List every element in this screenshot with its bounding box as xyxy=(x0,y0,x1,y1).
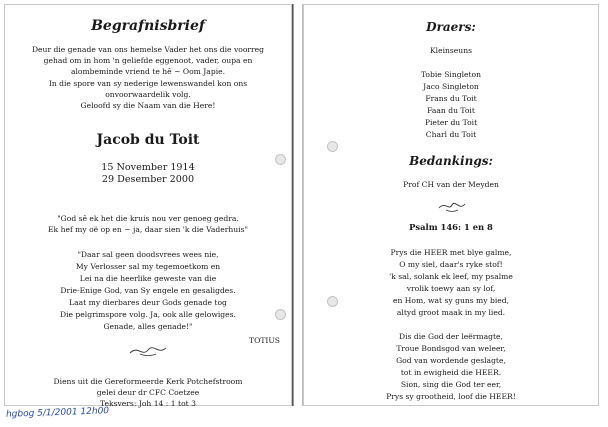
service-line: Teksvers: Joh 14 : 1 tot 3 xyxy=(100,399,196,408)
poem-line: Drie-Enige God, van Sy engele en gesaligdes. xyxy=(60,286,236,295)
psalm-line: tot in ewigheid die HEER. xyxy=(400,368,502,377)
psalm-line: 'k sal, solank ek leef, my psalme xyxy=(389,272,513,281)
ornament-flourish-icon xyxy=(128,343,168,357)
bedankings-title: Bedankings: xyxy=(409,154,493,168)
ornament-flourish-icon xyxy=(437,199,467,213)
psalm-line: altyd groot maak in my lied. xyxy=(396,308,506,317)
left-page xyxy=(4,4,293,406)
deceased-name: Jacob du Toit xyxy=(96,132,200,148)
draer-name: Faan du Toit xyxy=(427,106,475,115)
psalm-line: Sion, sing die God ter eer, xyxy=(400,380,502,389)
binding-hole xyxy=(327,141,338,152)
poem-line: Lei na die heerlike geweste van die xyxy=(79,274,217,283)
service-line: gelei deur dr CFC Coetzee xyxy=(96,388,200,397)
intro-line: Geloofd sy die Naam van die Here! xyxy=(80,101,216,110)
bedankings-name: Prof CH van der Meyden xyxy=(403,180,499,189)
intro-line: onvoorwaardelik volg. xyxy=(105,90,191,99)
psalm-line: vrolik toewy aan sy lof, xyxy=(406,284,496,293)
psalm-line: O my siel, daar's ryke stof! xyxy=(399,260,503,269)
psalm-line: Troue Bondsgod van weleer, xyxy=(396,344,506,353)
draers-subtitle: Kleinseuns xyxy=(430,46,472,55)
draer-name: Frans du Toit xyxy=(425,94,477,103)
poem-line: My Verlosser sal my tegemoetkom en xyxy=(75,262,221,271)
draer-name: Tobie Singleton xyxy=(420,70,482,79)
intro-line: gehad om in hom 'n geliefde eggenoot, vader, oupa en xyxy=(43,56,253,65)
right-page xyxy=(302,4,599,406)
psalm-line: en Hom, wat sy guns my bied, xyxy=(392,296,510,305)
birth-date: 15 November 1914 xyxy=(101,162,195,173)
psalm-line: Prys sy grootheid, loof die HEER! xyxy=(386,392,516,401)
intro-line: alombeminde vriend te hê ~ Oom Japie. xyxy=(70,67,226,76)
handwritten-note: hgbog 5/1/2001 12h00 xyxy=(5,406,110,420)
intro-line: In die spore van sy nederige lewenswandel kon ons xyxy=(48,79,248,88)
draer-name: Charl du Toit xyxy=(425,130,477,139)
draer-name: Jaco Singleton xyxy=(423,82,479,91)
psalm-line: Prys die HEER met blye galme, xyxy=(390,248,512,257)
quote-line: "God sê ek het die kruis nou ver genoeg gedra. xyxy=(57,214,239,223)
poem-author: TOTIUS xyxy=(249,336,280,345)
poem-line: Laat my dierbares deur Gods genade tog xyxy=(69,298,227,307)
death-date: 29 Desember 2000 xyxy=(101,174,195,185)
intro-line: Deur die genade van ons hemelse Vader het ons die voorreg xyxy=(31,45,265,54)
psalm-line: God van wordende geslagte, xyxy=(396,356,506,365)
psalm-title: Psalm 146: 1 en 8 xyxy=(409,222,493,232)
page-title: Begrafnisbrief xyxy=(91,18,205,34)
psalm-line: Dis die God der leërmagte, xyxy=(399,332,503,341)
quote-line: Ek hef my oë op en ~ ja, daar sien 'k die Vaderhuis" xyxy=(48,225,248,234)
poem-line: Die pelgrimspore volg. Ja, ook alle gelowiges. xyxy=(60,310,236,319)
service-line: Diens uit die Gereformeerde Kerk Potchefstroom xyxy=(53,377,243,386)
poem-line: "Daar sal geen doodsvrees wees nie, xyxy=(77,250,219,259)
draer-name: Pieter du Toit xyxy=(424,118,478,127)
draers-title: Draers: xyxy=(426,20,476,34)
poem-line: Genade, alles genade!" xyxy=(103,322,193,331)
